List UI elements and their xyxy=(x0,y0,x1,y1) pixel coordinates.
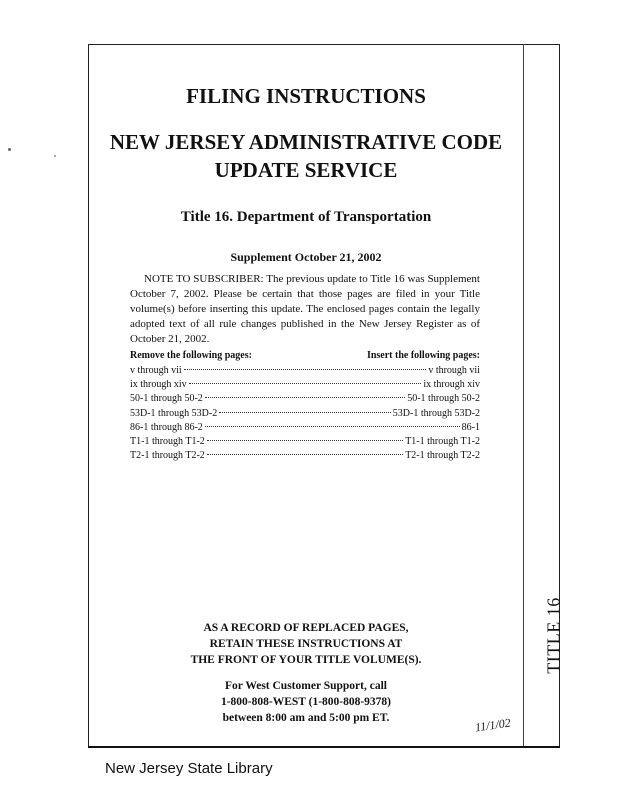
support-line: For West Customer Support, call xyxy=(225,680,387,692)
filing-heading: FILING INSTRUCTIONS xyxy=(186,84,426,108)
insert-pages: ix through xiv xyxy=(423,379,480,391)
support-notice xyxy=(88,678,524,726)
insert-pages: T2-1 through T2-2 xyxy=(405,450,480,462)
scan-speck xyxy=(54,155,56,157)
record-line: AS A RECORD OF REPLACED PAGES, xyxy=(203,622,409,634)
support-line: 1-800-808-WEST (1-800-808-9378) xyxy=(220,696,392,708)
title-tab-label: TITLE 16 xyxy=(543,596,564,674)
table-row xyxy=(130,378,480,392)
remove-pages: 50-1 through 50-2 xyxy=(130,393,203,405)
subscriber-note: NOTE TO SUBSCRIBER: The previous update to Title 16 was Supplement October 7, 2002. Please be certain that those pages are filed in your Title volume(s) before inserting this update. The enclosed pages contain the legally adopted text of all rule changes published in the New Jersey Register as of October 21, 2002. xyxy=(130,273,480,345)
leader-dots xyxy=(207,440,403,441)
insert-pages: T1-1 through T1-2 xyxy=(405,436,480,448)
insert-pages: 53D-1 through 53D-2 xyxy=(392,407,480,419)
record-line: RETAIN THESE INSTRUCTIONS AT xyxy=(209,638,403,650)
remove-header: Remove the following pages: xyxy=(130,350,252,361)
bottom-rule xyxy=(88,746,560,748)
pages-table xyxy=(130,349,480,463)
leader-dots xyxy=(189,383,422,384)
table-row xyxy=(130,392,480,406)
title-heading: Title 16. Department of Transportation xyxy=(180,209,432,225)
table-header xyxy=(130,349,480,363)
insert-header: Insert the following pages: xyxy=(366,350,480,361)
leader-dots xyxy=(184,369,427,370)
scan-speck xyxy=(8,148,11,151)
record-notice xyxy=(88,620,524,668)
supplement-date: Supplement October 21, 2002 xyxy=(230,250,382,264)
code-heading-line1: NEW JERSEY ADMINISTRATIVE CODE xyxy=(109,130,503,154)
table-row xyxy=(130,364,480,378)
support-line: between 8:00 am and 5:00 pm ET. xyxy=(222,712,390,724)
leader-dots xyxy=(219,412,391,413)
remove-pages: 53D-1 through 53D-2 xyxy=(130,407,218,419)
remove-pages: ix through xiv xyxy=(130,379,187,391)
remove-pages: v through vii xyxy=(130,365,182,376)
table-row xyxy=(130,421,480,435)
remove-pages: 86-1 through 86-2 xyxy=(130,421,203,433)
title-tab xyxy=(542,560,566,710)
table-row xyxy=(130,435,480,449)
leader-dots xyxy=(205,426,460,427)
leader-dots xyxy=(207,454,403,455)
table-row xyxy=(130,449,480,463)
insert-pages: 50-1 through 50-2 xyxy=(407,393,480,405)
insert-pages: v through vii xyxy=(428,365,480,376)
record-line: THE FRONT OF YOUR TITLE VOLUME(S). xyxy=(190,654,422,666)
remove-pages: T2-1 through T2-2 xyxy=(130,450,205,462)
insert-pages: 86-1 xyxy=(461,421,480,433)
remove-pages: T1-1 through T1-2 xyxy=(130,436,205,448)
code-heading-line2: UPDATE SERVICE xyxy=(214,158,398,182)
leader-dots xyxy=(205,397,405,398)
library-stamp: New Jersey State Library xyxy=(105,760,273,777)
table-row xyxy=(130,407,480,421)
handwritten-initials: 11/1/02 xyxy=(474,715,512,735)
